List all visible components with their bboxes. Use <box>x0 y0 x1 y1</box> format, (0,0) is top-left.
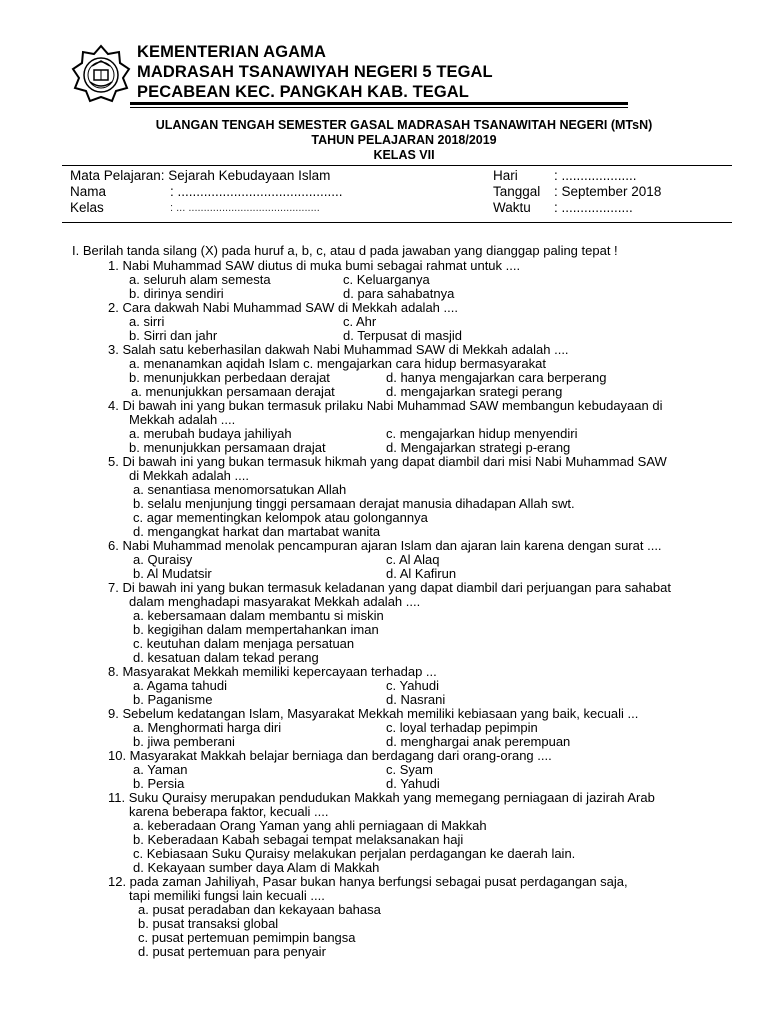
question-line: b. Al Mudatsir <box>133 566 212 581</box>
question-line: d. Mengajarkan strategi p-erang <box>386 440 571 455</box>
question-line: c. loyal terhadap pepimpin <box>386 720 538 735</box>
question-line: b. jiwa pemberani <box>133 734 235 749</box>
question-line: c. Syam <box>386 762 433 777</box>
question-line: d. Kekayaan sumber daya Alam di Makkah <box>133 860 380 875</box>
school-name: MADRASAH TSANAWIYAH NEGERI 5 TEGAL <box>137 63 493 81</box>
question-line: d. Yahudi <box>386 776 440 791</box>
question-line: c. agar mementingkan kelompok atau golongannya <box>133 510 428 525</box>
question-line: b. menunjukkan persamaan drajat <box>129 440 326 455</box>
class-field: : ... ........................................... <box>170 202 320 214</box>
question-line: c. keutuhan dalam menjaga persatuan <box>133 636 355 651</box>
question-line: c. Kebiasaan Suku Quraisy melakukan perjalan perdagangan ke daerah lain. <box>133 846 576 861</box>
question-line: karena beberapa faktor, kecuali .... <box>129 804 329 819</box>
question-line: b. Sirri dan jahr <box>129 328 218 343</box>
question-line: a. Agama tahudi <box>133 678 227 693</box>
question-line: 11. Suku Quraisy merupakan pendudukan Makkah yang memegang perniagaan di jazirah Arab <box>108 790 655 805</box>
question-line: c. pusat pertemuan pemimpin bangsa <box>138 930 356 945</box>
school-address: PECABEAN KEC. PANGKAH KAB. TEGAL <box>137 83 469 101</box>
identity-frame-bottom <box>62 222 732 223</box>
question-line: a. senantiasa menomorsatukan Allah <box>133 482 347 497</box>
date-label: Tanggal <box>493 184 541 199</box>
question-line: a. pusat peradaban dan kekayaan bahasa <box>138 902 381 917</box>
question-line: 6. Nabi Muhammad menolak pencampuran ajaran Islam dan ajaran lain karena dengan surat .... <box>108 538 662 553</box>
date-field: : September 2018 <box>554 184 662 199</box>
question-line: a. merubah budaya jahiliyah <box>129 426 292 441</box>
question-line: b. dirinya sendiri <box>129 286 224 301</box>
exam-class: KELAS VII <box>373 148 435 162</box>
question-line: b. Keberadaan Kabah sebagai tempat melaksanakan haji <box>133 832 464 847</box>
question-line: 4. Di bawah ini yang bukan termasuk prilaku Nabi Muhammad SAW membangun kebudayaan di <box>108 398 663 413</box>
question-line: a. seluruh alam semesta <box>129 272 271 287</box>
letterhead-rule-thin <box>130 107 628 108</box>
question-line: d. hanya mengajarkan cara berperang <box>386 370 607 385</box>
letterhead-rule-thick <box>130 102 628 105</box>
time-label: Waktu <box>493 200 531 215</box>
kementerian-agama-emblem-icon <box>70 44 132 106</box>
identity-frame-top <box>62 165 732 166</box>
question-line: b. menunjukkan perbedaan derajat <box>129 370 330 385</box>
question-line: a. Menghormati harga diri <box>133 720 282 735</box>
question-line: 2. Cara dakwah Nabi Muhammad SAW di Mekkah adalah .... <box>108 300 458 315</box>
question-line: d. mengangkat harkat dan martabat wanita <box>133 524 381 539</box>
time-field: : ................... <box>554 200 633 215</box>
question-line: 12. pada zaman Jahiliyah, Pasar bukan hanya berfungsi sebagai pusat perdagangan saja, <box>108 874 628 889</box>
question-line: b. Persia <box>133 776 185 791</box>
question-line: 10. Masyarakat Makkah belajar berniaga dan berdagang dari orang-orang .... <box>108 748 552 763</box>
question-line: d. mengajarkan srategi perang <box>386 384 563 399</box>
question-line: 9. Sebelum kedatangan Islam, Masyarakat Mekkah memiliki kebiasaan yang baik, kecuali ... <box>108 706 639 721</box>
question-line: 1. Nabi Muhammad SAW diutus di muka bumi sebagai rahmat untuk .... <box>108 258 521 273</box>
question-line: b. Paganisme <box>133 692 213 707</box>
exam-title: ULANGAN TENGAH SEMESTER GASAL MADRASAH TSANAWITAH NEGERI (MTsN) <box>155 118 653 132</box>
question-line: a. Yaman <box>133 762 188 777</box>
question-line: c. Al Alaq <box>386 552 440 567</box>
question-line: d. pusat pertemuan para penyair <box>138 944 326 959</box>
name-label: Nama <box>70 184 107 199</box>
question-line: b. pusat transaksi global <box>138 916 279 931</box>
question-line: 3. Salah satu keberhasilan dakwah Nabi Muhammad SAW di Mekkah adalah .... <box>108 342 569 357</box>
question-line: d. Al Kafirun <box>386 566 457 581</box>
question-line: d. kesatuan dalam tekad perang <box>133 650 319 665</box>
question-line: d. Nasrani <box>386 692 446 707</box>
question-line: a. kebersamaan dalam membantu si miskin <box>133 608 384 623</box>
class-label: Kelas <box>70 200 104 215</box>
section-instruction: I. Berilah tanda silang (X) pada huruf a, b, c, atau d pada jawaban yang dianggap paling tepat ! <box>72 243 618 258</box>
question-line: c. Keluarganya <box>343 272 430 287</box>
question-line: di Mekkah adalah .... <box>129 468 249 483</box>
question-line: d. para sahabatnya <box>343 286 455 301</box>
question-line: a. menunjukkan persamaan derajat <box>131 384 335 399</box>
question-line: c. Yahudi <box>386 678 440 693</box>
question-line: c. Ahr <box>343 314 377 329</box>
ministry-name: KEMENTERIAN AGAMA <box>137 43 327 61</box>
question-line: a. sirri <box>129 314 165 329</box>
question-line: d. menghargai anak perempuan <box>386 734 571 749</box>
question-line: d. Terpusat di masjid <box>343 328 462 343</box>
question-line: dalam menghadapi masyarakat Mekkah adalah .... <box>129 594 421 609</box>
question-line: c. mengajarkan hidup menyendiri <box>386 426 578 441</box>
exam-year: TAHUN PELAJARAN 2018/2019 <box>311 133 497 147</box>
question-line: b. kegigihan dalam mempertahankan iman <box>133 622 379 637</box>
day-field: : .................... <box>554 168 637 183</box>
question-line: a. keberadaan Orang Yaman yang ahli perniagaan di Makkah <box>133 818 487 833</box>
question-line: a. menanamkan aqidah Islam c. mengajarkan cara hidup bermasyarakat <box>129 356 546 371</box>
question-line: b. selalu menjunjung tinggi persamaan derajat manusia dihadapan Allah swt. <box>133 496 575 511</box>
day-label: Hari <box>493 168 518 183</box>
exam-titles <box>60 118 748 163</box>
question-line: 8. Masyarakat Mekkah memiliki kepercayaan terhadap ... <box>108 664 437 679</box>
question-line: Mekkah adalah .... <box>129 412 236 427</box>
name-field: : ............................................ <box>170 184 343 199</box>
question-line: a. Quraisy <box>133 552 193 567</box>
question-line: 7. Di bawah ini yang bukan termasuk keladanan yang dapat diambil dari perjuangan para sahabat <box>108 580 671 595</box>
question-line: 5. Di bawah ini yang bukan termasuk hikmah yang dapat diambil dari misi Nabi Muhammad SAW <box>108 454 667 469</box>
question-line: tapi memiliki fungsi lain kecuali .... <box>129 888 325 903</box>
subject-label: Mata Pelajaran: Sejarah Kebudayaan Islam <box>70 168 331 183</box>
